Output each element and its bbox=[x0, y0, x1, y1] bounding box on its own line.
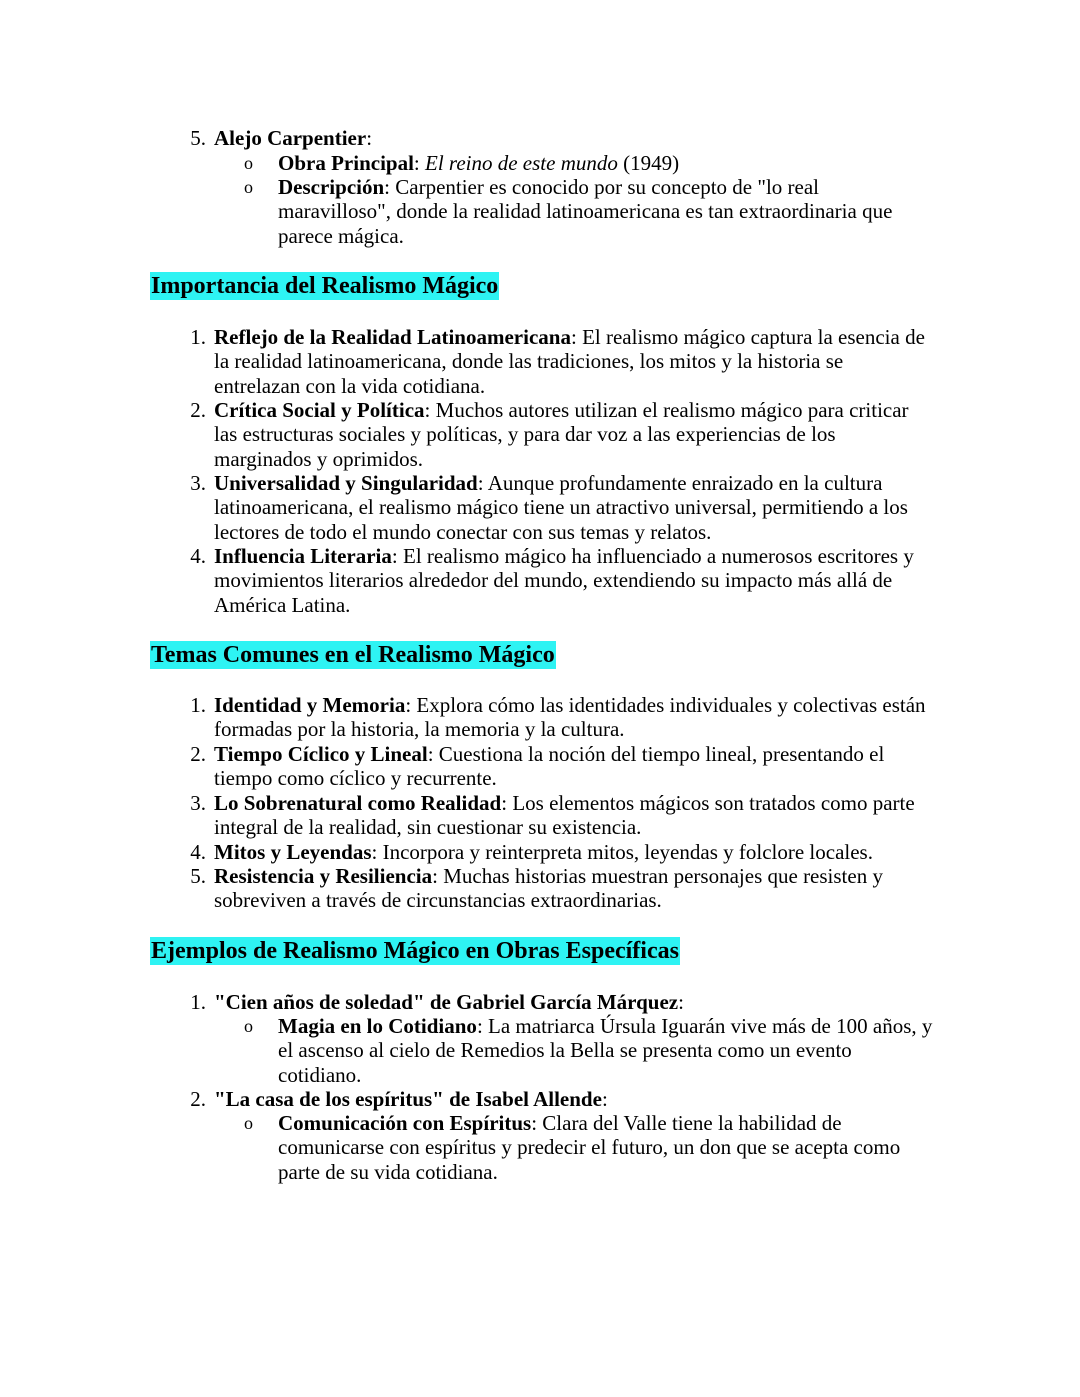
obra-principal bbox=[278, 151, 938, 175]
list-item bbox=[214, 693, 934, 742]
item-text: Muchos autores utilizan el realismo mágico para criticar las estructuras sociales y políticas, y para dar voz a las experiencias de los marginados y oprimidos. bbox=[214, 398, 909, 471]
bullet-icon: o bbox=[244, 1016, 253, 1036]
list-number: 2. bbox=[190, 1087, 206, 1111]
work-detail bbox=[278, 1014, 938, 1087]
item-text: Cuestiona la noción del tiempo lineal, presentando el tiempo como cíclico y recurrente. bbox=[214, 742, 885, 791]
list-number: 5. bbox=[190, 126, 206, 150]
detail-text: La matriarca Úrsula Iguarán vive más de 100 años, y el ascenso al cielo de Remedios la Bella se presenta como un evento cotidiano. bbox=[278, 1014, 933, 1087]
item-label: Tiempo Cíclico y Lineal bbox=[214, 742, 428, 766]
detail-text: Clara del Valle tiene la habilidad de comunicarse con espíritus y predecir el futuro, un don que se acepta como parte de su vida cotidiana. bbox=[278, 1111, 901, 1184]
work-detail bbox=[278, 1111, 918, 1184]
item-text: Los elementos mágicos son tratados como parte integral de la realidad, sin cuestionar su existencia. bbox=[214, 791, 915, 840]
work-title bbox=[214, 990, 934, 1014]
colon: : bbox=[371, 840, 378, 864]
colon: : bbox=[366, 126, 373, 150]
item-label: Mitos y Leyendas bbox=[214, 840, 372, 864]
item-label: Lo Sobrenatural como Realidad bbox=[214, 791, 502, 815]
list-number: 3. bbox=[190, 471, 206, 495]
detail-label: Comunicación con Espíritus bbox=[278, 1111, 532, 1135]
list-item bbox=[214, 742, 934, 791]
colon: : bbox=[424, 398, 431, 422]
colon: : bbox=[432, 864, 438, 888]
item-text: El realismo mágico captura la esencia de la realidad latinoamericana, donde las tradiciones, los mitos y la historia se entrelazan con la vida cotidiana. bbox=[214, 325, 925, 398]
list-item bbox=[214, 398, 934, 471]
work-title bbox=[214, 1087, 934, 1111]
item-text: Explora cómo las identidades individuales y colectivas están formadas por la historia, la memoria y la cultura. bbox=[214, 693, 926, 742]
list-item bbox=[214, 840, 934, 864]
list-item bbox=[214, 791, 934, 840]
colon: : bbox=[601, 1087, 608, 1111]
colon: : bbox=[678, 990, 684, 1014]
list-number: 4. bbox=[190, 544, 206, 568]
colon: : bbox=[501, 791, 508, 815]
desc-label: Descripción bbox=[278, 175, 385, 199]
list-number: 4. bbox=[190, 840, 206, 864]
bullet-icon: o bbox=[244, 1113, 253, 1133]
list-number: 1. bbox=[190, 693, 206, 717]
bullet-icon: o bbox=[244, 177, 253, 197]
author-name-label: Alejo Carpentier bbox=[214, 126, 367, 150]
item-label: Resistencia y Resiliencia bbox=[214, 864, 433, 888]
list-number: 2. bbox=[190, 398, 206, 422]
list-item bbox=[214, 325, 934, 398]
item-text: Muchas historias muestran personajes que resisten y sobreviven a través de circunstancias extraordinarias. bbox=[214, 864, 883, 913]
list-number: 1. bbox=[190, 990, 206, 1014]
detail-label: Magia en lo Cotidiano bbox=[278, 1014, 477, 1038]
section-heading-importancia: Importancia del Realismo Mágico bbox=[151, 273, 499, 299]
list-item bbox=[214, 864, 934, 913]
colon: : bbox=[391, 544, 398, 568]
colon: : bbox=[405, 693, 412, 717]
list-item bbox=[214, 471, 934, 544]
list-item bbox=[214, 544, 934, 617]
obra-label: Obra Principal bbox=[278, 151, 414, 175]
item-label: Influencia Literaria bbox=[214, 544, 392, 568]
item-text: Aunque profundamente enraizado en la cultura latinoamericana, el realismo mágico tiene un atractivo universal, permitiendo a los lectores de todo el mundo conectar con sus temas y relatos. bbox=[214, 471, 908, 544]
list-number: 2. bbox=[190, 742, 206, 766]
item-text: El realismo mágico ha influenciado a numerosos escritores y movimientos literarios alrededor del mundo, extendiendo su impacto más allá de América Latina. bbox=[214, 544, 914, 617]
descripcion bbox=[278, 175, 903, 248]
work-title-label: "Cien años de soledad" de Gabriel García Márquez bbox=[214, 990, 679, 1014]
section-heading-ejemplos: Ejemplos de Realismo Mágico en Obras Específicas bbox=[151, 938, 679, 964]
list-number: 3. bbox=[190, 791, 206, 815]
obra-title: El reino de este mundo bbox=[425, 151, 618, 175]
colon: : bbox=[476, 1014, 483, 1038]
item-label: Universalidad y Singularidad bbox=[214, 471, 478, 495]
list-number: 5. bbox=[190, 864, 206, 888]
colon: : bbox=[531, 1111, 538, 1135]
obra-year: (1949) bbox=[623, 151, 680, 175]
colon: : bbox=[477, 471, 484, 495]
list-number: 1. bbox=[190, 325, 206, 349]
item-label: Crítica Social y Política bbox=[214, 398, 425, 422]
section-heading-temas: Temas Comunes en el Realismo Mágico bbox=[151, 642, 555, 668]
author-name bbox=[214, 126, 934, 150]
colon: : bbox=[570, 325, 577, 349]
colon: : bbox=[384, 175, 390, 199]
item-text: Incorpora y reinterpreta mitos, leyendas y folclore locales. bbox=[382, 840, 873, 864]
bullet-icon: o bbox=[244, 153, 253, 173]
colon: : bbox=[413, 151, 420, 175]
item-label: Reflejo de la Realidad Latinoamericana bbox=[214, 325, 571, 349]
colon: : bbox=[427, 742, 434, 766]
desc-text: Carpentier es conocido por su concepto de "lo real maravilloso", donde la realidad latinoamericana es tan extraordinaria que parece mágica. bbox=[278, 175, 893, 248]
item-label: Identidad y Memoria bbox=[214, 693, 406, 717]
work-title-label: "La casa de los espíritus" de Isabel Allende bbox=[214, 1087, 602, 1111]
